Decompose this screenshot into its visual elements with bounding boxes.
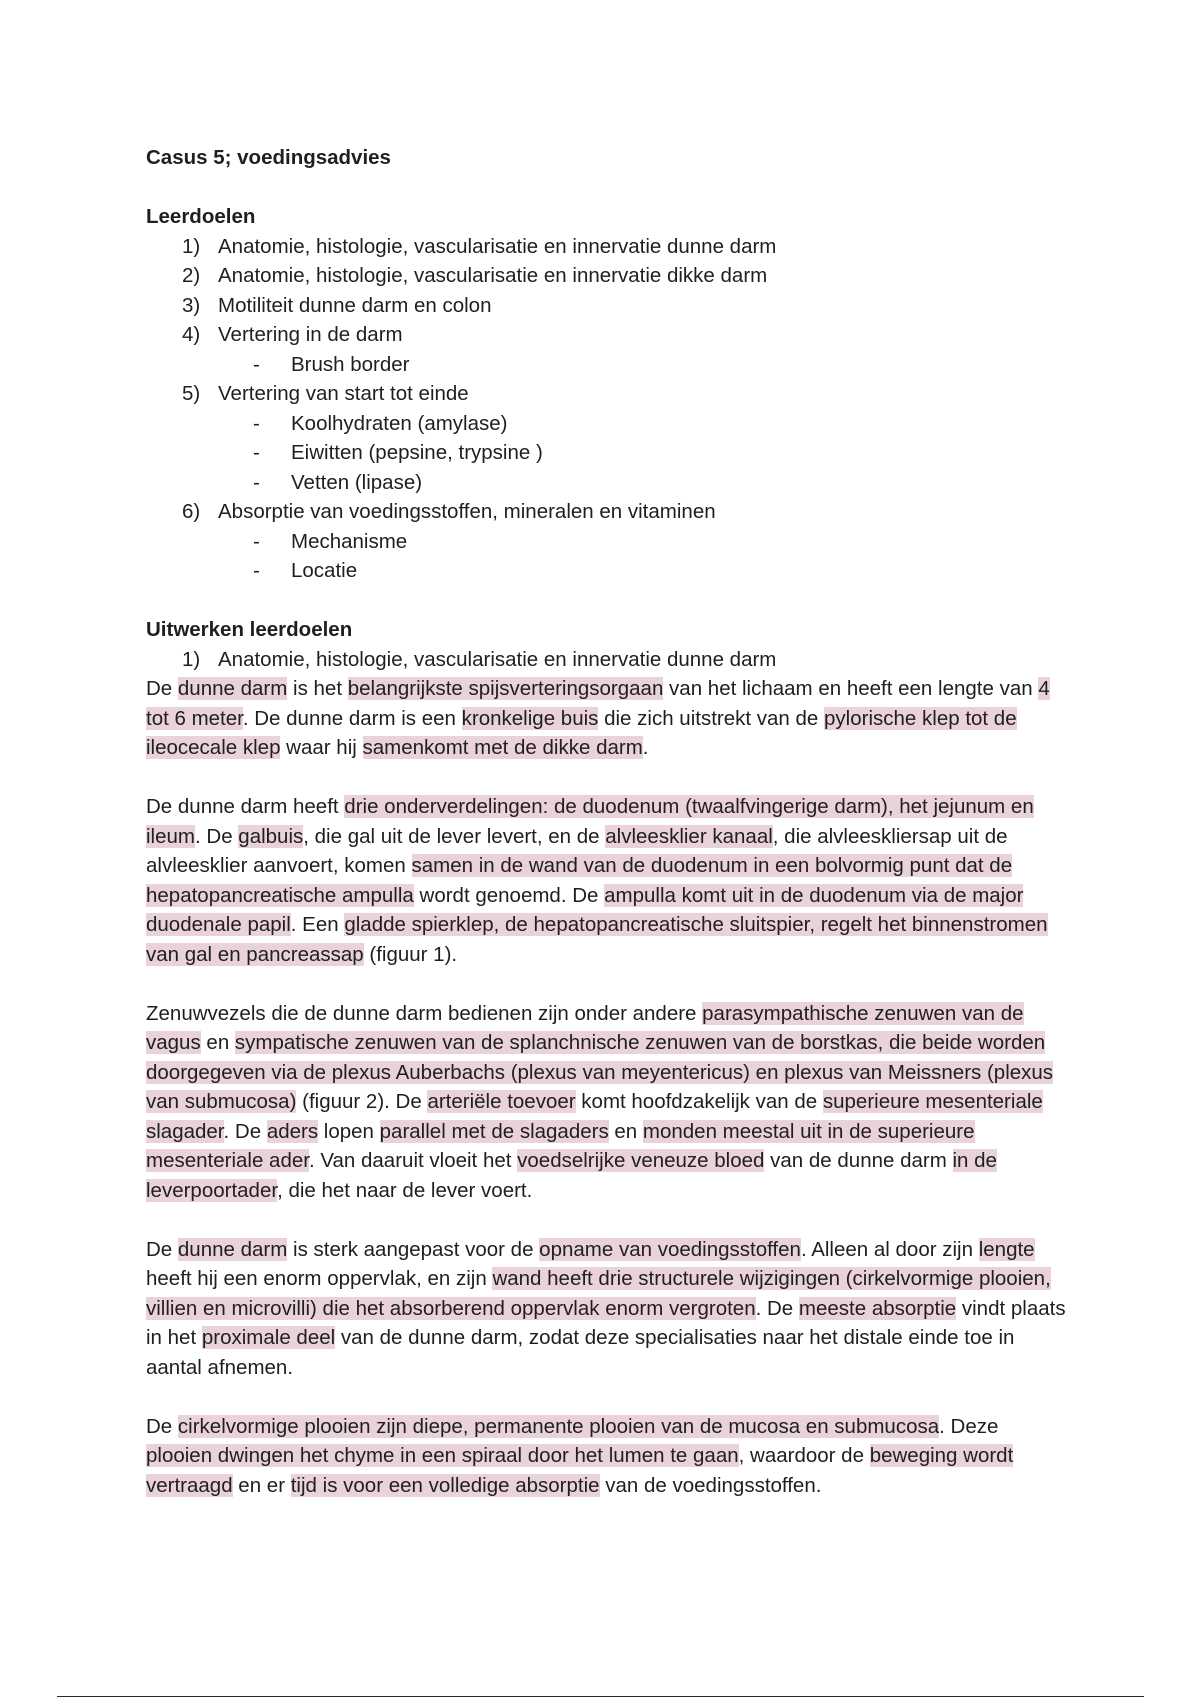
- highlighted-text: 4 tot 6 meter: [146, 677, 1050, 730]
- text-segment: De: [146, 1414, 178, 1438]
- list-item-text: Anatomie, histologie, vascularisatie en innervatie dikke darm: [218, 264, 768, 287]
- text-segment: , waardoor de: [738, 1444, 870, 1467]
- text-segment: is het: [287, 677, 348, 700]
- text-segment: .: [642, 736, 649, 759]
- highlighted-text: galbuis: [238, 824, 304, 848]
- paragraph: [146, 1235, 1066, 1383]
- subitem-text: Vetten (lipase): [291, 470, 423, 494]
- subitem-text: Locatie: [291, 559, 358, 582]
- text-segment: . De: [195, 824, 239, 848]
- text-segment: (figuur 1).: [363, 942, 458, 966]
- highlighted-text: dunne darm: [177, 1237, 288, 1261]
- highlighted-text: beweging wordt vertraagd: [146, 1444, 1014, 1497]
- page-bottom-rule: [57, 1696, 1144, 1697]
- highlighted-text: sympatische zenuwen van de splanchnische zenuwen van de borstkas, die beide worden doorgegeven via de plexus Auberbachs (plexus van meyentericus) en plexus van Meissners (plexus van submucosa): [146, 1031, 1054, 1113]
- highlighted-text: belangrijkste spijsverteringsorgaan: [347, 677, 664, 700]
- highlighted-text: wand heeft drie structurele wijzigingen (cirkelvormige plooien, villien en microvilli) die het absorberend oppervlak enorm vergroten: [146, 1267, 1051, 1320]
- list-item-text: Anatomie, histologie, vascularisatie en innervatie dunne darm: [218, 647, 777, 671]
- paragraph: [146, 1412, 1066, 1501]
- highlighted-text: alvleesklier kanaal: [605, 824, 773, 848]
- dash-bullet: -: [253, 470, 260, 494]
- list-number: 4): [182, 323, 201, 346]
- text-segment: van de voedingsstoffen.: [599, 1473, 822, 1497]
- spacer: [146, 173, 1066, 203]
- text-segment: . Deze: [939, 1414, 999, 1438]
- dash-bullet: -: [253, 411, 260, 435]
- leerdoelen-heading: Leerdoelen: [146, 205, 256, 228]
- leerdoel-item: [146, 379, 1066, 409]
- text-segment: , die het naar de lever voert.: [277, 1178, 533, 1202]
- text-segment: van de dunne darm: [764, 1149, 953, 1172]
- text-segment: van het lichaam en heeft een lengte van: [663, 677, 1039, 700]
- highlighted-text: dunne darm: [177, 677, 288, 700]
- leerdoel-subitem: [146, 438, 1066, 468]
- text-segment: heeft hij een enorm oppervlak, en zijn: [146, 1267, 493, 1290]
- text-segment: wordt genoemd. De: [413, 883, 605, 907]
- highlighted-text: monden meestal uit in de superieure mesenteriale ader: [146, 1119, 975, 1172]
- list-item-text: Anatomie, histologie, vascularisatie en innervatie dunne darm: [218, 234, 777, 258]
- text-segment: vindt plaats in het: [146, 1296, 1066, 1349]
- text-segment: komt hoofdzakelijk van de: [575, 1090, 823, 1113]
- list-number: 1): [182, 234, 201, 258]
- list-number: 2): [182, 264, 201, 287]
- paragraph: [146, 674, 1066, 763]
- text-segment: en er: [232, 1473, 291, 1497]
- highlighted-text: parallel met de slagaders: [379, 1119, 609, 1143]
- highlighted-text: parasympathische zenuwen van de vagus: [146, 1001, 1024, 1054]
- highlighted-text: superieure mesenteriale slagader: [146, 1090, 1043, 1143]
- list-item-text: Vertering in de darm: [218, 323, 403, 346]
- subitem-text: Mechanisme: [291, 529, 408, 553]
- paragraph: [146, 792, 1066, 969]
- highlighted-text: ampulla komt uit in de duodenum via de major duodenale papil: [146, 883, 1024, 936]
- subitem-text: Eiwitten (pepsine, trypsine ): [291, 441, 543, 464]
- list-number: 1): [182, 647, 201, 671]
- list-number: 3): [182, 293, 201, 317]
- text-segment: Zenuwvezels die de dunne darm bedienen zijn onder andere: [146, 1001, 703, 1025]
- paragraph: [146, 999, 1066, 1206]
- highlighted-text: lengte: [978, 1237, 1035, 1261]
- leerdoel-subitem: [146, 409, 1066, 439]
- text-segment: van de dunne darm, zodat deze specialisaties naar het distale einde toe in aantal afnemen.: [146, 1326, 1015, 1379]
- subitem-text: Brush border: [291, 352, 410, 376]
- leerdoel-subitem: [146, 468, 1066, 498]
- text-segment: De: [146, 1237, 178, 1261]
- spacer: [146, 969, 1066, 999]
- text-segment: De dunne darm heeft: [146, 795, 345, 818]
- text-segment: . Een: [290, 913, 345, 936]
- dash-bullet: -: [253, 559, 260, 582]
- body-text: [146, 674, 1066, 1500]
- highlighted-text: aders: [266, 1119, 319, 1143]
- list-number: 6): [182, 500, 201, 523]
- leerdoel-item: [146, 291, 1066, 321]
- text-segment: waar hij: [280, 736, 363, 759]
- text-segment: (figuur 2). De: [296, 1090, 428, 1113]
- document-title: Casus 5; voedingsadvies: [146, 146, 391, 169]
- highlighted-text: arteriële toevoer: [427, 1090, 576, 1113]
- highlighted-text: cirkelvormige plooien zijn diepe, permanente plooien van de mucosa en submucosa: [177, 1414, 940, 1438]
- highlighted-text: kronkelige buis: [461, 706, 599, 730]
- list-number: 5): [182, 382, 201, 405]
- highlighted-text: in de leverpoortader: [146, 1149, 997, 1202]
- leerdoel-subitem: [146, 350, 1066, 380]
- text-segment: . De: [755, 1296, 799, 1320]
- text-segment: lopen: [318, 1119, 380, 1143]
- leerdoel-item: [146, 261, 1066, 291]
- text-segment: , die alvleeskliersap uit de alvleesklier aanvoert, komen: [146, 824, 1008, 877]
- dash-bullet: -: [253, 529, 260, 553]
- text-segment: , die gal uit de lever levert, en de: [303, 824, 606, 848]
- text-segment: en: [200, 1031, 235, 1054]
- spacer: [146, 1205, 1066, 1235]
- spacer: [146, 586, 1066, 616]
- text-segment: . De: [223, 1119, 267, 1143]
- text-segment: is sterk aangepast voor de: [287, 1237, 540, 1261]
- leerdoel-subitem: [146, 556, 1066, 586]
- leerdoelen-list: [146, 232, 1066, 586]
- subitem-text: Koolhydraten (amylase): [291, 411, 508, 435]
- leerdoel-item: [146, 232, 1066, 262]
- text-segment: en: [608, 1119, 643, 1143]
- spacer: [146, 1382, 1066, 1412]
- highlighted-text: plooien dwingen het chyme in een spiraal door het lumen te gaan: [146, 1444, 739, 1467]
- highlighted-text: drie onderverdelingen: de duodenum (twaalfvingerige darm), het jejunum en ileum: [146, 795, 1034, 848]
- highlighted-text: opname van voedingsstoffen: [539, 1237, 801, 1261]
- dash-bullet: -: [253, 441, 260, 464]
- text-segment: . Alleen al door zijn: [800, 1237, 979, 1261]
- text-segment: . Van daaruit vloeit het: [308, 1149, 518, 1172]
- leerdoel-item: [146, 497, 1066, 527]
- list-item-text: Absorptie van voedingsstoffen, mineralen en vitaminen: [218, 500, 716, 523]
- highlighted-text: samenkomt met de dikke darm: [362, 736, 643, 759]
- text-segment: De: [146, 677, 178, 700]
- text-segment: die zich uitstrekt van de: [598, 706, 825, 730]
- leerdoel-subitem: [146, 527, 1066, 557]
- highlighted-text: pylorische klep tot de ileocecale klep: [146, 706, 1017, 759]
- highlighted-text: tijd is voor een volledige absorptie: [290, 1473, 600, 1497]
- highlighted-text: gladde spierklep, de hepatopancreatische sluitspier, regelt het binnenstromen van gal en pancreassap: [146, 913, 1048, 966]
- highlighted-text: proximale deel: [201, 1326, 336, 1349]
- uitwerken-heading: Uitwerken leerdoelen: [146, 618, 353, 641]
- list-item-text: Vertering van start tot einde: [218, 382, 469, 405]
- spacer: [146, 763, 1066, 793]
- text-segment: . De dunne darm is een: [242, 706, 462, 730]
- list-item-text: Motiliteit dunne darm en colon: [218, 293, 492, 317]
- highlighted-text: voedselrijke veneuze bloed: [517, 1149, 765, 1172]
- highlighted-text: meeste absorptie: [798, 1296, 957, 1320]
- dash-bullet: -: [253, 352, 260, 376]
- highlighted-text: samen in de wand van de duodenum in een bolvormig punt dat de hepatopancreatische ampulla: [146, 854, 1013, 907]
- document-page: [146, 143, 1066, 1500]
- leerdoel-item: [146, 320, 1066, 350]
- uitwerken-list-item: [146, 645, 1066, 675]
